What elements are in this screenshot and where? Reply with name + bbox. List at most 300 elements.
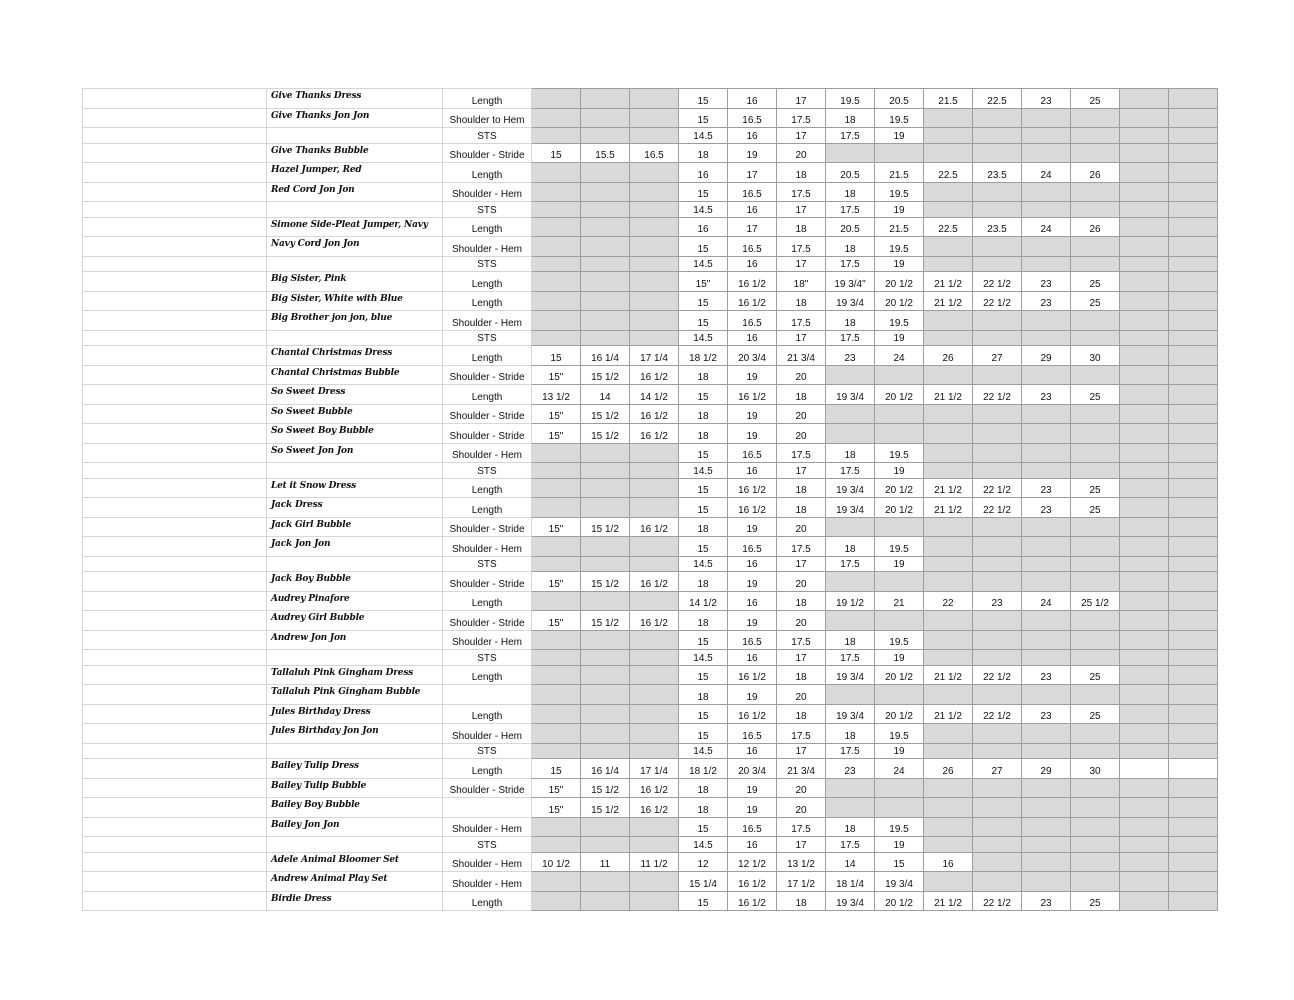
size-value-cell[interactable]: 21 3/4 [777, 759, 826, 779]
size-value-cell[interactable]: 27 [973, 346, 1022, 366]
size-value-cell[interactable]: 23 [1022, 665, 1071, 685]
size-value-cell[interactable]: 22 1/2 [973, 478, 1022, 498]
empty-size-cell[interactable] [581, 237, 630, 257]
size-value-cell[interactable]: 19 3/4" [826, 272, 875, 292]
empty-size-cell[interactable] [973, 724, 1022, 744]
empty-size-cell[interactable] [581, 217, 630, 237]
empty-size-cell[interactable] [924, 798, 973, 818]
empty-size-cell[interactable] [1071, 778, 1120, 798]
measurement-cell[interactable] [443, 685, 532, 705]
size-value-cell[interactable]: 16 1/2 [728, 385, 777, 405]
size-value-cell[interactable]: 18" [777, 272, 826, 292]
size-value-cell[interactable]: 11 [581, 852, 630, 872]
size-value-cell[interactable]: 15 [679, 630, 728, 650]
size-value-cell[interactable]: 22.5 [924, 217, 973, 237]
measurement-cell[interactable]: Shoulder - Stride [443, 404, 532, 424]
empty-size-cell[interactable] [1071, 128, 1120, 144]
empty-size-cell[interactable] [630, 202, 679, 218]
empty-size-cell[interactable] [1120, 556, 1169, 572]
measurement-cell[interactable]: STS [443, 330, 532, 346]
empty-size-cell[interactable] [973, 463, 1022, 479]
empty-size-cell[interactable] [1169, 685, 1218, 705]
size-value-cell[interactable]: 30 [1071, 346, 1120, 366]
size-value-cell[interactable]: 18 [777, 665, 826, 685]
size-value-cell[interactable]: 15 [679, 237, 728, 257]
empty-size-cell[interactable] [581, 556, 630, 572]
empty-size-cell[interactable] [1169, 556, 1218, 572]
empty-size-cell[interactable] [973, 237, 1022, 257]
empty-size-cell[interactable] [826, 424, 875, 444]
empty-size-cell[interactable] [1169, 463, 1218, 479]
empty-size-cell[interactable] [1071, 537, 1120, 557]
empty-size-cell[interactable] [1120, 798, 1169, 818]
empty-size-cell[interactable] [1120, 291, 1169, 311]
empty-size-cell[interactable] [630, 478, 679, 498]
size-value-cell[interactable]: 17.5 [826, 556, 875, 572]
empty-size-cell[interactable] [1169, 891, 1218, 911]
size-value-cell[interactable]: 16.5 [728, 817, 777, 837]
size-value-cell[interactable]: 15.5 [581, 143, 630, 163]
measurement-cell[interactable]: Length [443, 665, 532, 685]
empty-size-cell[interactable] [973, 182, 1022, 202]
empty-size-cell[interactable] [1120, 330, 1169, 346]
blank-cell[interactable] [83, 443, 267, 463]
size-value-cell[interactable]: 16 [728, 330, 777, 346]
measurement-cell[interactable]: STS [443, 556, 532, 572]
empty-size-cell[interactable] [1120, 128, 1169, 144]
size-value-cell[interactable]: 19.5 [875, 817, 924, 837]
empty-size-cell[interactable] [1120, 817, 1169, 837]
size-value-cell[interactable]: 22 1/2 [973, 272, 1022, 292]
product-name-cell[interactable]: So Sweet Bubble [267, 404, 443, 424]
blank-cell[interactable] [83, 182, 267, 202]
empty-size-cell[interactable] [532, 743, 581, 759]
empty-size-cell[interactable] [1071, 108, 1120, 128]
size-value-cell[interactable]: 17.5 [777, 237, 826, 257]
size-value-cell[interactable]: 16 [728, 556, 777, 572]
empty-size-cell[interactable] [630, 108, 679, 128]
product-name-cell[interactable]: Jack Dress [267, 498, 443, 518]
empty-size-cell[interactable] [581, 872, 630, 892]
size-value-cell[interactable]: 17 [728, 217, 777, 237]
empty-size-cell[interactable] [1022, 365, 1071, 385]
empty-size-cell[interactable] [1022, 572, 1071, 592]
empty-size-cell[interactable] [1169, 837, 1218, 853]
size-value-cell[interactable]: 19 [728, 572, 777, 592]
empty-size-cell[interactable] [973, 128, 1022, 144]
empty-size-cell[interactable] [630, 650, 679, 666]
empty-size-cell[interactable] [1022, 852, 1071, 872]
empty-size-cell[interactable] [1120, 385, 1169, 405]
empty-size-cell[interactable] [1120, 143, 1169, 163]
size-value-cell[interactable]: 18 [679, 517, 728, 537]
blank-cell[interactable] [83, 330, 267, 346]
empty-size-cell[interactable] [1169, 365, 1218, 385]
empty-size-cell[interactable] [1022, 685, 1071, 705]
size-value-cell[interactable]: 18 [679, 143, 728, 163]
empty-size-cell[interactable] [875, 143, 924, 163]
size-value-cell[interactable]: 15" [532, 778, 581, 798]
empty-size-cell[interactable] [532, 463, 581, 479]
size-value-cell[interactable]: 17 [777, 463, 826, 479]
measurement-cell[interactable]: Shoulder - Hem [443, 182, 532, 202]
size-value-cell[interactable]: 18 [826, 108, 875, 128]
size-value-cell[interactable]: 18 [826, 817, 875, 837]
product-name-cell[interactable]: Big Sister, Pink [267, 272, 443, 292]
empty-size-cell[interactable] [1169, 311, 1218, 331]
size-value-cell[interactable]: 17 [777, 128, 826, 144]
size-value-cell[interactable]: 16 1/2 [630, 404, 679, 424]
empty-size-cell[interactable] [532, 311, 581, 331]
empty-size-cell[interactable] [1071, 404, 1120, 424]
empty-size-cell[interactable] [1022, 463, 1071, 479]
size-value-cell[interactable]: 12 [679, 852, 728, 872]
empty-size-cell[interactable] [630, 291, 679, 311]
size-value-cell[interactable]: 18 1/2 [679, 346, 728, 366]
empty-size-cell[interactable] [1120, 346, 1169, 366]
measurement-cell[interactable]: Shoulder to Hem [443, 108, 532, 128]
size-value-cell[interactable]: 17.5 [777, 537, 826, 557]
empty-size-cell[interactable] [1169, 443, 1218, 463]
size-value-cell[interactable]: 22 [924, 591, 973, 611]
size-value-cell[interactable]: 22.5 [973, 89, 1022, 109]
size-value-cell[interactable]: 15 [679, 443, 728, 463]
measurement-cell[interactable]: Length [443, 498, 532, 518]
size-value-cell[interactable]: 10 1/2 [532, 852, 581, 872]
empty-size-cell[interactable] [1071, 817, 1120, 837]
size-value-cell[interactable]: 18 [826, 537, 875, 557]
empty-size-cell[interactable] [1120, 778, 1169, 798]
empty-size-cell[interactable] [1071, 424, 1120, 444]
empty-size-cell[interactable] [1169, 778, 1218, 798]
empty-size-cell[interactable] [1022, 798, 1071, 818]
product-name-cell[interactable]: Jules Birthday Dress [267, 704, 443, 724]
empty-size-cell[interactable] [1022, 650, 1071, 666]
product-name-cell[interactable]: Give Thanks Jon Jon [267, 108, 443, 128]
empty-size-cell[interactable] [1071, 365, 1120, 385]
empty-size-cell[interactable] [630, 330, 679, 346]
empty-size-cell[interactable] [1022, 237, 1071, 257]
blank-cell[interactable] [83, 143, 267, 163]
size-value-cell[interactable]: 20 [777, 424, 826, 444]
empty-size-cell[interactable] [1022, 556, 1071, 572]
empty-size-cell[interactable] [581, 630, 630, 650]
measurement-cell[interactable]: Shoulder - Hem [443, 630, 532, 650]
empty-size-cell[interactable] [532, 498, 581, 518]
empty-size-cell[interactable] [1169, 89, 1218, 109]
product-name-cell[interactable]: Let it Snow Dress [267, 478, 443, 498]
size-value-cell[interactable]: 23 [1022, 385, 1071, 405]
empty-size-cell[interactable] [1169, 852, 1218, 872]
size-value-cell[interactable]: 17.5 [826, 128, 875, 144]
empty-size-cell[interactable] [1169, 182, 1218, 202]
size-value-cell[interactable]: 18 [777, 385, 826, 405]
empty-size-cell[interactable] [532, 443, 581, 463]
size-value-cell[interactable]: 17 1/4 [630, 759, 679, 779]
empty-size-cell[interactable] [1022, 778, 1071, 798]
empty-size-cell[interactable] [581, 182, 630, 202]
size-value-cell[interactable]: 25 [1071, 478, 1120, 498]
blank-cell[interactable] [83, 128, 267, 144]
measurement-cell[interactable]: Length [443, 478, 532, 498]
size-value-cell[interactable]: 19 [728, 611, 777, 631]
empty-size-cell[interactable] [1022, 537, 1071, 557]
empty-size-cell[interactable] [630, 256, 679, 272]
empty-size-cell[interactable] [581, 817, 630, 837]
size-value-cell[interactable]: 16 1/2 [630, 572, 679, 592]
empty-size-cell[interactable] [532, 837, 581, 853]
empty-size-cell[interactable] [532, 630, 581, 650]
empty-size-cell[interactable] [581, 724, 630, 744]
size-value-cell[interactable]: 18 [826, 182, 875, 202]
size-value-cell[interactable]: 18 [777, 217, 826, 237]
size-value-cell[interactable]: 17 [777, 256, 826, 272]
empty-size-cell[interactable] [1169, 108, 1218, 128]
empty-size-cell[interactable] [924, 650, 973, 666]
empty-size-cell[interactable] [1071, 463, 1120, 479]
empty-size-cell[interactable] [1120, 650, 1169, 666]
product-name-cell[interactable]: Big Brother jon jon, blue [267, 311, 443, 331]
blank-cell[interactable] [83, 556, 267, 572]
empty-size-cell[interactable] [581, 202, 630, 218]
size-value-cell[interactable]: 23 [1022, 891, 1071, 911]
size-value-cell[interactable]: 20 [777, 517, 826, 537]
size-value-cell[interactable]: 16 1/2 [728, 872, 777, 892]
empty-size-cell[interactable] [924, 537, 973, 557]
measurement-cell[interactable]: Shoulder - Stride [443, 572, 532, 592]
empty-size-cell[interactable] [630, 443, 679, 463]
size-value-cell[interactable]: 20 [777, 404, 826, 424]
size-value-cell[interactable]: 16 1/2 [630, 611, 679, 631]
product-name-cell[interactable]: Navy Cord Jon Jon [267, 237, 443, 257]
size-value-cell[interactable]: 14 [581, 385, 630, 405]
measurement-cell[interactable]: Shoulder - Stride [443, 143, 532, 163]
empty-size-cell[interactable] [1120, 498, 1169, 518]
empty-size-cell[interactable] [924, 128, 973, 144]
empty-size-cell[interactable] [1071, 256, 1120, 272]
size-value-cell[interactable]: 18 [777, 163, 826, 183]
product-name-cell[interactable]: Andrew Animal Play Set [267, 872, 443, 892]
size-value-cell[interactable]: 25 [1071, 385, 1120, 405]
empty-size-cell[interactable] [826, 798, 875, 818]
measurement-cell[interactable]: STS [443, 128, 532, 144]
size-value-cell[interactable]: 15 [679, 478, 728, 498]
empty-size-cell[interactable] [1120, 237, 1169, 257]
empty-size-cell[interactable] [1120, 685, 1169, 705]
size-value-cell[interactable]: 16 1/2 [630, 365, 679, 385]
empty-size-cell[interactable] [532, 256, 581, 272]
size-value-cell[interactable]: 18 [826, 630, 875, 650]
size-value-cell[interactable]: 15 1/2 [581, 611, 630, 631]
empty-size-cell[interactable] [1120, 872, 1169, 892]
empty-size-cell[interactable] [1169, 478, 1218, 498]
empty-size-cell[interactable] [1071, 611, 1120, 631]
size-value-cell[interactable]: 12 1/2 [728, 852, 777, 872]
empty-size-cell[interactable] [924, 556, 973, 572]
size-value-cell[interactable]: 17.5 [777, 443, 826, 463]
size-value-cell[interactable]: 19.5 [875, 537, 924, 557]
measurement-cell[interactable]: STS [443, 837, 532, 853]
product-name-cell[interactable]: Andrew Jon Jon [267, 630, 443, 650]
empty-size-cell[interactable] [1120, 424, 1169, 444]
size-value-cell[interactable]: 18 [679, 424, 728, 444]
empty-size-cell[interactable] [630, 498, 679, 518]
size-value-cell[interactable]: 19 [728, 798, 777, 818]
size-value-cell[interactable]: 16 [679, 217, 728, 237]
measurement-cell[interactable]: Shoulder - Hem [443, 237, 532, 257]
size-value-cell[interactable]: 15 1/2 [581, 424, 630, 444]
measurement-cell[interactable]: Length [443, 385, 532, 405]
empty-size-cell[interactable] [875, 798, 924, 818]
empty-size-cell[interactable] [630, 817, 679, 837]
blank-cell[interactable] [83, 498, 267, 518]
empty-size-cell[interactable] [973, 537, 1022, 557]
product-name-cell[interactable]: Jack Girl Bubble [267, 517, 443, 537]
empty-size-cell[interactable] [1169, 128, 1218, 144]
size-value-cell[interactable]: 19 3/4 [826, 665, 875, 685]
size-value-cell[interactable]: 15 [679, 817, 728, 837]
empty-size-cell[interactable] [1120, 743, 1169, 759]
product-name-cell[interactable] [267, 128, 443, 144]
size-value-cell[interactable]: 27 [973, 759, 1022, 779]
empty-size-cell[interactable] [1022, 837, 1071, 853]
empty-size-cell[interactable] [1169, 498, 1218, 518]
product-name-cell[interactable]: So Sweet Jon Jon [267, 443, 443, 463]
empty-size-cell[interactable] [1120, 724, 1169, 744]
empty-size-cell[interactable] [973, 817, 1022, 837]
product-name-cell[interactable]: Give Thanks Bubble [267, 143, 443, 163]
size-value-cell[interactable]: 26 [1071, 163, 1120, 183]
empty-size-cell[interactable] [532, 478, 581, 498]
size-value-cell[interactable]: 18 [826, 237, 875, 257]
size-value-cell[interactable]: 23 [826, 346, 875, 366]
empty-size-cell[interactable] [924, 330, 973, 346]
empty-size-cell[interactable] [1120, 182, 1169, 202]
size-value-cell[interactable]: 19 [875, 202, 924, 218]
size-value-cell[interactable]: 17 [777, 556, 826, 572]
size-value-cell[interactable]: 20 [777, 143, 826, 163]
size-value-cell[interactable]: 20 [777, 798, 826, 818]
size-value-cell[interactable]: 19 [875, 650, 924, 666]
empty-size-cell[interactable] [826, 685, 875, 705]
empty-size-cell[interactable] [630, 630, 679, 650]
empty-size-cell[interactable] [924, 463, 973, 479]
size-value-cell[interactable]: 21.5 [875, 163, 924, 183]
empty-size-cell[interactable] [1120, 272, 1169, 292]
empty-size-cell[interactable] [1120, 591, 1169, 611]
empty-size-cell[interactable] [1120, 537, 1169, 557]
size-value-cell[interactable]: 19 [875, 330, 924, 346]
size-value-cell[interactable]: 25 [1071, 89, 1120, 109]
empty-size-cell[interactable] [924, 572, 973, 592]
empty-size-cell[interactable] [630, 837, 679, 853]
empty-size-cell[interactable] [1169, 143, 1218, 163]
empty-size-cell[interactable] [1071, 443, 1120, 463]
measurement-cell[interactable]: Length [443, 704, 532, 724]
size-value-cell[interactable]: 20.5 [875, 89, 924, 109]
empty-size-cell[interactable] [532, 108, 581, 128]
size-value-cell[interactable]: 16 [728, 463, 777, 479]
size-value-cell[interactable]: 15 [679, 291, 728, 311]
empty-size-cell[interactable] [1120, 89, 1169, 109]
product-name-cell[interactable]: Adele Animal Bloomer Set [267, 852, 443, 872]
size-value-cell[interactable]: 21.5 [875, 217, 924, 237]
size-value-cell[interactable]: 20 1/2 [875, 478, 924, 498]
size-value-cell[interactable]: 20 [777, 572, 826, 592]
empty-size-cell[interactable] [581, 537, 630, 557]
blank-cell[interactable] [83, 572, 267, 592]
size-value-cell[interactable]: 15 [679, 665, 728, 685]
empty-size-cell[interactable] [1120, 256, 1169, 272]
measurement-cell[interactable]: Length [443, 163, 532, 183]
empty-size-cell[interactable] [532, 724, 581, 744]
size-value-cell[interactable]: 16 1/4 [581, 759, 630, 779]
empty-size-cell[interactable] [1169, 385, 1218, 405]
empty-size-cell[interactable] [973, 743, 1022, 759]
empty-size-cell[interactable] [532, 556, 581, 572]
size-value-cell[interactable]: 19.5 [875, 443, 924, 463]
size-value-cell[interactable]: 14.5 [679, 463, 728, 479]
size-value-cell[interactable]: 17.5 [777, 817, 826, 837]
empty-size-cell[interactable] [1022, 872, 1071, 892]
empty-size-cell[interactable] [1071, 798, 1120, 818]
size-value-cell[interactable]: 15" [532, 365, 581, 385]
empty-size-cell[interactable] [581, 591, 630, 611]
size-value-cell[interactable]: 30 [1071, 759, 1120, 779]
empty-size-cell[interactable] [1169, 517, 1218, 537]
size-value-cell[interactable]: 23 [826, 759, 875, 779]
size-value-cell[interactable]: 19.5 [875, 630, 924, 650]
product-name-cell[interactable]: Red Cord Jon Jon [267, 182, 443, 202]
size-value-cell[interactable]: 16 [728, 89, 777, 109]
size-value-cell[interactable]: 19 [875, 556, 924, 572]
size-value-cell[interactable]: 20 1/2 [875, 385, 924, 405]
empty-size-cell[interactable] [1169, 798, 1218, 818]
size-value-cell[interactable]: 16 1/2 [728, 498, 777, 518]
product-name-cell[interactable]: Jack Jon Jon [267, 537, 443, 557]
blank-cell[interactable] [83, 704, 267, 724]
size-value-cell[interactable]: 19.5 [875, 724, 924, 744]
empty-size-cell[interactable] [1071, 517, 1120, 537]
blank-cell[interactable] [83, 778, 267, 798]
blank-cell[interactable] [83, 108, 267, 128]
size-value-cell[interactable]: 21 1/2 [924, 291, 973, 311]
blank-cell[interactable] [83, 743, 267, 759]
size-value-cell[interactable]: 22 1/2 [973, 704, 1022, 724]
size-value-cell[interactable]: 15 1/2 [581, 778, 630, 798]
size-value-cell[interactable]: 15" [532, 611, 581, 631]
blank-cell[interactable] [83, 685, 267, 705]
measurement-cell[interactable]: Length [443, 891, 532, 911]
empty-size-cell[interactable] [924, 743, 973, 759]
measurement-cell[interactable]: STS [443, 463, 532, 479]
blank-cell[interactable] [83, 202, 267, 218]
empty-size-cell[interactable] [1120, 404, 1169, 424]
product-name-cell[interactable]: So Sweet Dress [267, 385, 443, 405]
size-value-cell[interactable]: 21 3/4 [777, 346, 826, 366]
empty-size-cell[interactable] [630, 89, 679, 109]
size-value-cell[interactable]: 16.5 [728, 630, 777, 650]
empty-size-cell[interactable] [973, 852, 1022, 872]
empty-size-cell[interactable] [1169, 272, 1218, 292]
size-value-cell[interactable]: 20 1/2 [875, 498, 924, 518]
blank-cell[interactable] [83, 463, 267, 479]
empty-size-cell[interactable] [1071, 182, 1120, 202]
empty-size-cell[interactable] [581, 89, 630, 109]
empty-size-cell[interactable] [581, 704, 630, 724]
empty-size-cell[interactable] [1120, 311, 1169, 331]
size-value-cell[interactable]: 23 [1022, 704, 1071, 724]
